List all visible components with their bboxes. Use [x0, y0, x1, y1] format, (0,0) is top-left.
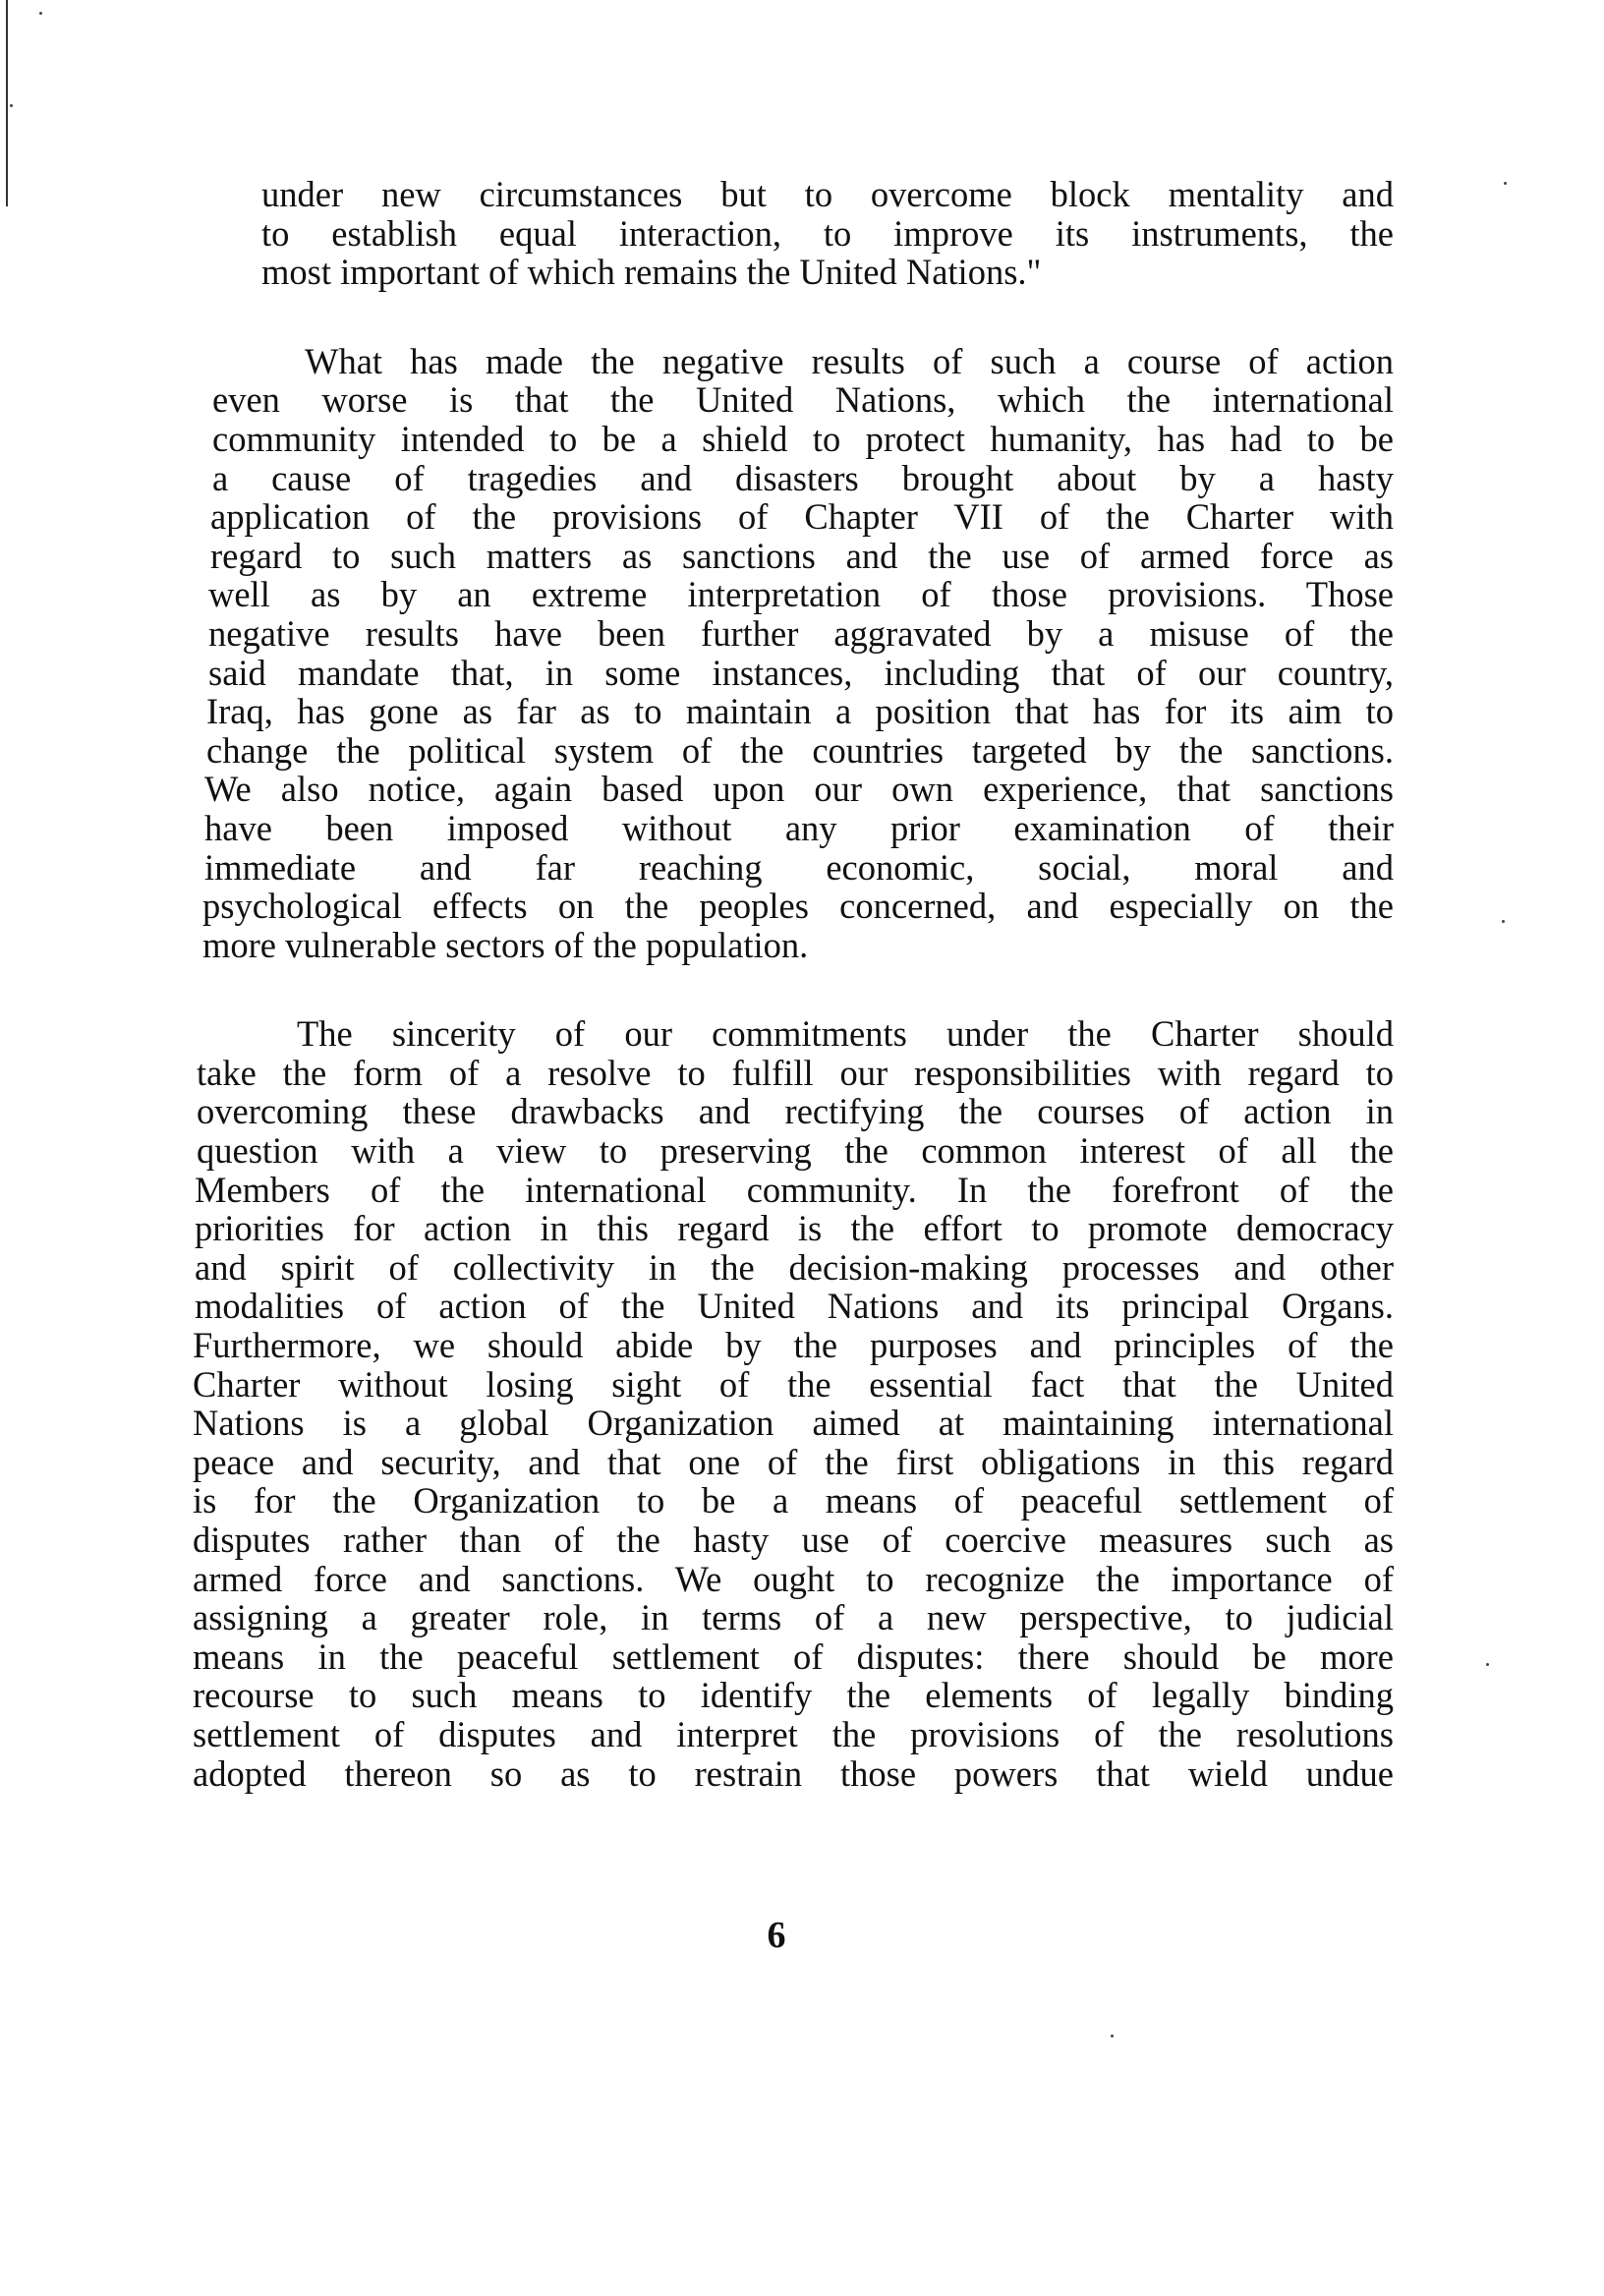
- text-line: Furthermore, we should abide by the purposes and principles of the: [193, 1325, 1394, 1366]
- text-line: We also notice, again based upon our own experience, that sanctions: [204, 769, 1394, 810]
- text-line: under new circumstances but to overcome block mentality and: [261, 174, 1394, 214]
- scan-speck: [1504, 182, 1507, 185]
- text-line: community intended to be a shield to protect humanity, has had to be: [212, 418, 1394, 459]
- text-line: regard to such matters as sanctions and the use of armed force as: [210, 535, 1394, 576]
- page-number: 6: [767, 1915, 786, 1956]
- text-line: to establish equal interaction, to improve its instruments, the: [261, 212, 1394, 254]
- scan-speck: [10, 104, 13, 107]
- scan-speck: [39, 12, 42, 15]
- text-line: armed force and sanctions. We ought to recognize the importance of: [193, 1558, 1394, 1599]
- scan-speck: [1502, 920, 1505, 923]
- text-line: assigning a greater role, in terms of a new perspective, to judicial: [193, 1597, 1394, 1638]
- text-line: Nations is a global Organization aimed at maintaining international: [193, 1403, 1394, 1444]
- text-line: Iraq, has gone as far as to maintain a position that has for its aim to: [206, 691, 1394, 732]
- scan-edge-mark: [6, 0, 8, 206]
- body-text: [193, 175, 1394, 1793]
- text-line: What has made the negative results of such a course of action: [305, 340, 1394, 381]
- scan-speck: [1486, 1663, 1489, 1666]
- text-line: a cause of tragedies and disasters brought about by a hasty: [212, 457, 1394, 498]
- text-line: application of the provisions of Chapter VII of the Charter with: [210, 496, 1394, 538]
- text-line: more vulnerable sectors of the population.: [202, 924, 809, 965]
- text-line: disputes rather than of the hasty use of coercive measures such as: [193, 1520, 1394, 1560]
- text-line: The sincerity of our commitments under the Charter should: [297, 1013, 1394, 1055]
- text-line: peace and security, and that one of the first obligations in this regard: [193, 1441, 1394, 1482]
- text-line: said mandate that, in some instances, including that of our country,: [208, 652, 1394, 693]
- paragraph-continuation: [261, 175, 1394, 292]
- text-line: adopted thereon so as to restrain those powers that wield undue: [193, 1752, 1394, 1794]
- text-line: immediate and far reaching economic, social, moral and: [204, 846, 1394, 888]
- text-line: priorities for action in this regard is the effort to promote democracy: [195, 1208, 1394, 1249]
- text-line: modalities of action of the United Nations and its principal Organs.: [195, 1286, 1394, 1327]
- text-line: most important of which remains the United Nations.": [261, 252, 1042, 293]
- text-line: take the form of a resolve to fulfill our responsibilities with regard to: [197, 1052, 1394, 1093]
- scan-speck: [1111, 2035, 1114, 2038]
- text-line: means in the peaceful settlement of disputes: there should be more: [193, 1636, 1394, 1677]
- text-line: have been imposed without any prior examination of their: [204, 807, 1394, 848]
- paragraph-negative-results: [193, 342, 1394, 965]
- text-line: well as by an extreme interpretation of those provisions. Those: [208, 574, 1394, 615]
- text-line: is for the Organization to be a means of peaceful settlement of: [193, 1480, 1394, 1521]
- text-line: recourse to such means to identify the elements of legally binding: [193, 1675, 1394, 1716]
- text-line: settlement of disputes and interpret the provisions of the resolutions: [193, 1713, 1394, 1754]
- text-line: negative results have been further aggravated by a misuse of the: [208, 612, 1394, 654]
- text-line: Charter without losing sight of the essential fact that the United: [193, 1363, 1394, 1405]
- text-line: question with a view to preserving the common interest of all the: [197, 1130, 1394, 1172]
- text-line: change the political system of the countries targeted by the sanctions.: [206, 729, 1394, 771]
- paragraph-sincerity: [193, 1014, 1394, 1793]
- text-line: psychological effects on the peoples concerned, and especially on the: [202, 886, 1394, 927]
- text-line: overcoming these drawbacks and rectifying the courses of action in: [197, 1091, 1394, 1132]
- text-line: Members of the international community. In the forefront of the: [195, 1169, 1394, 1210]
- text-line: and spirit of collectivity in the decision-making processes and other: [195, 1246, 1394, 1288]
- text-line: even worse is that the United Nations, which the international: [212, 379, 1394, 421]
